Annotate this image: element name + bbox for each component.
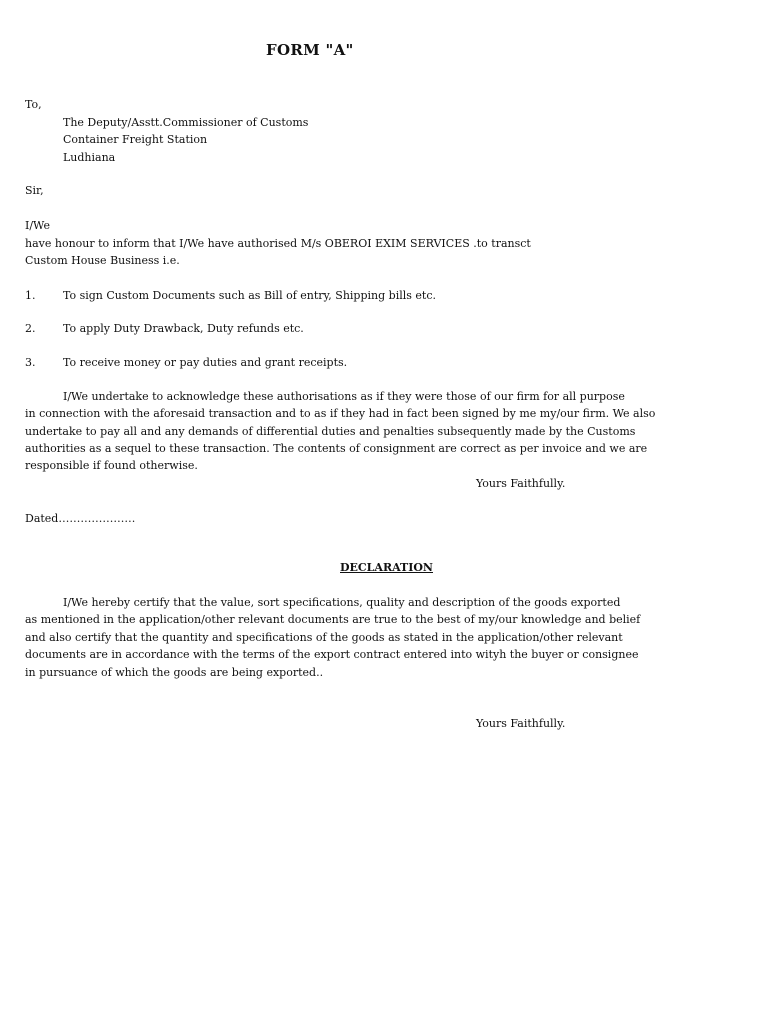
list-item-text: To apply Duty Drawback, Duty refunds etc. bbox=[63, 322, 304, 335]
list-item-text: To receive money or pay duties and grant receipts. bbox=[63, 356, 348, 369]
intro-line: I/We bbox=[25, 219, 50, 232]
list-item-number: 2. bbox=[25, 322, 36, 335]
declaration-heading: DECLARATION bbox=[340, 561, 433, 574]
list-item-text: To sign Custom Documents such as Bill of entry, Shipping bills etc. bbox=[63, 289, 436, 302]
list-item-number: 3. bbox=[25, 356, 36, 369]
declaration-line: as mentioned in the application/other relevant documents are true to the best of my/our knowledge and belief bbox=[25, 613, 641, 626]
undertaking-line: authorities as a sequel to these transaction. The contents of consignment are correct as per invoice and we are bbox=[25, 442, 648, 455]
declaration-line: I/We hereby certify that the value, sort specifications, quality and description of the goods exported bbox=[63, 596, 621, 609]
intro-line: have honour to inform that I/We have authorised M/s OBEROI EXIM SERVICES .to transct bbox=[25, 237, 531, 250]
address-line: The Deputy/Asstt.Commissioner of Customs bbox=[63, 116, 309, 129]
undertaking-line: I/We undertake to acknowledge these authorisations as if they were those of our firm for all purpose bbox=[63, 390, 625, 403]
declaration-line: documents are in accordance with the terms of the export contract entered into wityh the buyer or consignee bbox=[25, 648, 639, 661]
undertaking-line: in connection with the aforesaid transaction and to as if they had in fact been signed by me my/our firm. We also bbox=[25, 407, 656, 420]
intro-line: Custom House Business i.e. bbox=[25, 254, 180, 267]
closing-signature: Yours Faithfully. bbox=[476, 477, 566, 490]
declaration-line: in pursuance of which the goods are being exported.. bbox=[25, 666, 324, 679]
dated-field: Dated………………… bbox=[25, 512, 136, 525]
greeting: Sir, bbox=[25, 184, 44, 197]
address-line: Container Freight Station bbox=[63, 133, 208, 146]
undertaking-line: undertake to pay all and any demands of differential duties and penalties subsequently made by the Customs bbox=[25, 425, 636, 438]
declaration-line: and also certify that the quantity and specifications of the goods as stated in the application/other relevant bbox=[25, 631, 623, 644]
form-title: FORM "A" bbox=[266, 41, 354, 59]
list-item-number: 1. bbox=[25, 289, 36, 302]
undertaking-line: responsible if found otherwise. bbox=[25, 459, 198, 472]
closing-signature: Yours Faithfully. bbox=[476, 717, 566, 730]
salutation-to: To, bbox=[25, 98, 42, 111]
address-line: Ludhiana bbox=[63, 151, 116, 164]
